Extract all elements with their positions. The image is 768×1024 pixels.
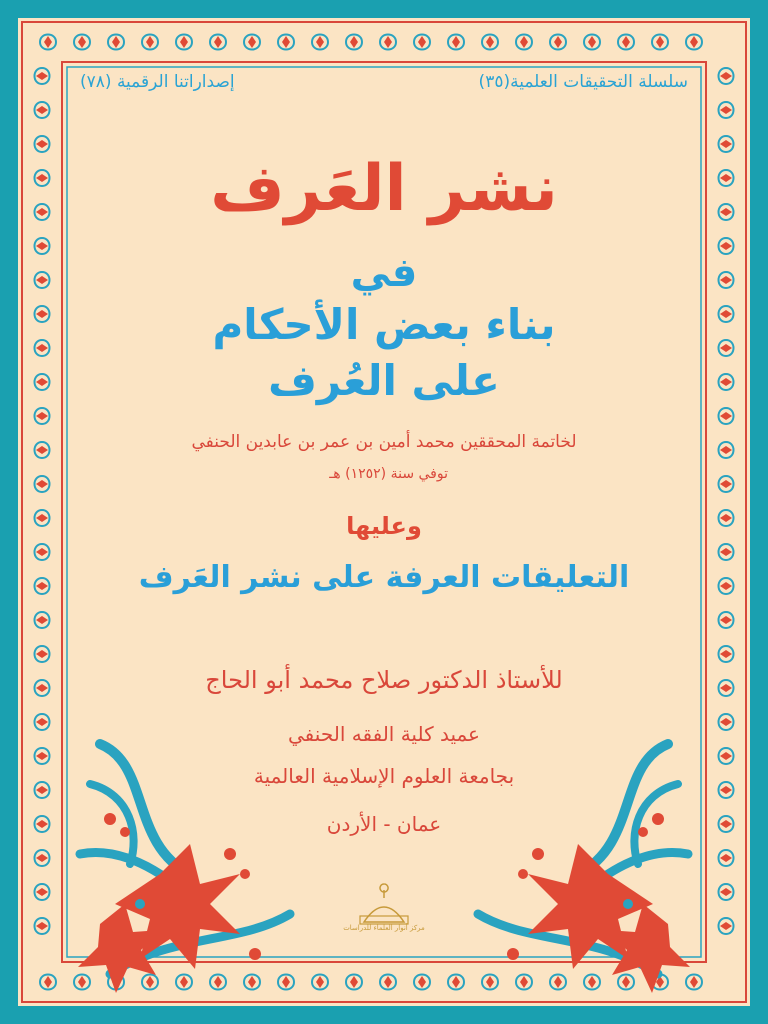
border-motif xyxy=(35,102,50,118)
border-motif xyxy=(278,35,294,50)
border-motif xyxy=(719,748,734,764)
border-motif xyxy=(35,918,50,934)
series-label-digital: إصداراتنا الرقمية (٧٨) xyxy=(80,72,235,92)
border-motif xyxy=(652,35,668,50)
commentator-role: عميد كلية الفقه الحنفي xyxy=(288,722,480,746)
border-motif xyxy=(380,35,396,50)
border-motif xyxy=(380,975,396,990)
border-motif xyxy=(176,35,192,50)
border-motif xyxy=(719,884,734,900)
subtitle-line-3: على العُرف xyxy=(268,356,500,405)
floral-ornament-icon xyxy=(458,724,698,994)
border-motif xyxy=(35,884,50,900)
border-motif xyxy=(244,35,260,50)
border-motif xyxy=(719,544,734,560)
commentator-name: للأستاذ الدكتور صلاح محمد أبو الحاج xyxy=(205,666,563,694)
border-motif xyxy=(719,850,734,866)
border-motif xyxy=(686,35,702,50)
series-label-scientific: سلسلة التحقيقات العلمية(٣٥) xyxy=(478,72,688,92)
border-motif xyxy=(142,35,158,50)
border-motif xyxy=(40,35,56,50)
border-motif xyxy=(719,476,734,492)
floral-ornament-icon xyxy=(70,724,310,994)
border-motif xyxy=(35,646,50,662)
border-motif xyxy=(719,646,734,662)
border-motif xyxy=(35,136,50,152)
publisher-logo-text: مركز أنوار العلماء للدراسات xyxy=(343,924,425,932)
border-motif xyxy=(719,408,734,424)
border-motif xyxy=(618,35,634,50)
border-motif xyxy=(719,136,734,152)
border-motif xyxy=(35,544,50,560)
border-motif xyxy=(40,975,56,990)
commentator-university: بجامعة العلوم الإسلامية العالمية xyxy=(253,764,515,788)
book-title: نشر العَرف xyxy=(210,152,558,226)
border-motif xyxy=(74,35,90,50)
border-motif xyxy=(35,68,50,84)
mosque-logo-icon xyxy=(340,878,428,948)
border-motif xyxy=(414,35,430,50)
commentator-location: عمان - الأردن xyxy=(326,812,442,836)
border-motif xyxy=(346,35,362,50)
subtitle-line-2: بناء بعض الأحكام xyxy=(212,300,556,349)
border-motif xyxy=(448,35,464,50)
border-motif xyxy=(210,35,226,50)
border-motif xyxy=(108,35,124,50)
border-motif xyxy=(550,35,566,50)
border-motif xyxy=(719,918,734,934)
border-motif xyxy=(312,975,328,990)
border-motif xyxy=(584,35,600,50)
border-motif xyxy=(719,68,734,84)
border-motif xyxy=(414,975,430,990)
commentary-title: التعليقات العرفة على نشر العَرف xyxy=(138,560,630,595)
border-motif xyxy=(312,35,328,50)
border-motif xyxy=(516,35,532,50)
border-motif xyxy=(35,748,50,764)
subtitle-line-1: في xyxy=(350,250,418,296)
border-motif xyxy=(719,612,734,628)
border-motif xyxy=(346,975,362,990)
author-death-date: توفي سنة (١٢٥٢) هـ xyxy=(329,466,448,482)
border-motif xyxy=(482,35,498,50)
author-line: لخاتمة المحققين محمد أمين بن عمر بن عابدين الحنفي xyxy=(191,432,577,452)
border-motif xyxy=(719,102,734,118)
commentary-intro: وعليها xyxy=(346,512,422,540)
border-motif xyxy=(35,408,50,424)
border-motif xyxy=(35,612,50,628)
border-motif xyxy=(35,476,50,492)
border-motif xyxy=(35,850,50,866)
